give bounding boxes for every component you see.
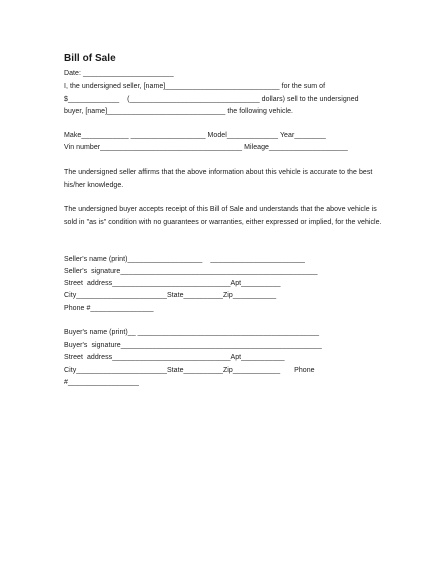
buyer-name-line: Buyer's name (print)__ ______________________________________________ xyxy=(64,329,320,336)
buyer-acceptance-paragraph: The undersigned buyer accepts receipt of this Bill of Sale and understands that the above vehicle is sold in "as is" condition with no guarantees or warranties, either expressed or implied, for the vehicle. xyxy=(64,206,382,226)
document-title: Bill of Sale xyxy=(64,53,116,64)
seller-intro-line: I, the undersigned seller, [name]_____________________________ for the sum of xyxy=(64,83,326,90)
buyer-city-line: City_______________________State__________Zip____________ Phone xyxy=(64,367,315,374)
seller-name-line: Seller's name (print)___________________ ________________________ xyxy=(64,256,305,263)
seller-signature-line: Seller's signature__________________________________________________ xyxy=(64,268,318,275)
vin-line: Vin number____________________________________ Mileage____________________ xyxy=(64,144,348,151)
make-model-line: Make____________ ___________________ Model_____________ Year________ xyxy=(64,132,326,139)
buyer-phone-line: #__________________ xyxy=(64,379,139,386)
date-line: Date: _______________________ xyxy=(64,70,174,77)
buyer-signature-line: Buyer's signature___________________________________________________ xyxy=(64,342,322,349)
seller-city-line: City_______________________State__________Zip___________ xyxy=(64,292,277,299)
seller-phone-line: Phone #________________ xyxy=(64,305,154,312)
buyer-intro-line: buyer, [name]______________________________ the following vehicle. xyxy=(64,108,294,115)
seller-street-line: Street address______________________________Apt__________ xyxy=(64,280,281,287)
price-line: $_____________ (_________________________________ dollars) sell to the undersigned xyxy=(64,96,359,103)
buyer-street-line: Street address______________________________Apt___________ xyxy=(64,354,285,361)
seller-affirmation-paragraph: The undersigned seller affirms that the above information about this vehicle is accurate to the best his/her knowledge. xyxy=(64,169,373,189)
